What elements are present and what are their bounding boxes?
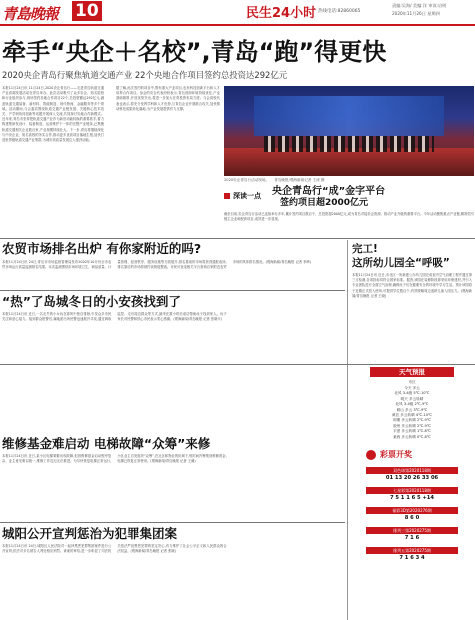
- lottery-title-row: [366, 449, 458, 461]
- feature-headline: 央企青岛行“成”金字平台: [272, 186, 386, 197]
- lottery-title: 彩票开奖: [380, 450, 412, 459]
- lottery-numbers: 01 13 20 26 33 06: [385, 475, 439, 481]
- masthead-rule: [0, 24, 475, 26]
- masthead: [0, 0, 475, 28]
- feature-tag: [224, 188, 268, 208]
- court-body: 本报11月24日讯 24日,城阳区人民法院对一起涉黑恶犯罪集团案件进行公开宣判,依法对多名被告人判处相应刑罚。该案的审结,进一步彰显了司法机关依法严惩黑恶犯罪的坚定决心,有力维护了社会公平正义和人民群众的合法权益。(观海新闻/青岛晚报 记者 张晓): [2, 544, 227, 554]
- weather-line: 北风 3-4级 5℃-10℃: [394, 391, 430, 396]
- weather-line: 北风 3-4级 2℃-9℃: [395, 402, 429, 407]
- lottery-row: [352, 527, 472, 542]
- feature-subhead: 签约项目超2000亿元: [280, 198, 369, 208]
- kindergarten-headline-2: 这所幼儿园全“呼吸”: [352, 257, 450, 269]
- lead-subhead: 2020央企青岛行聚焦轨道交通产业 22个央地合作项目签约总投资达292亿元: [2, 70, 288, 80]
- lostgirl-body: 本报11月24日讯 近日,一名走失的小女孩在寒风中独自徘徊,引发众多市民关注和爱心接力。接到群众报警后,属地派出所民警迅速展开寻找,通过调取监控、走访周边群众等方式,最终在数小时后成功帮助孩子找到家人。孩子家长对民警和热心市民表示衷心感谢。(观海新闻/青岛晚报 记者 张晓平): [2, 312, 227, 322]
- weather-line: 莱西 多云转晴 0℃-8℃: [393, 434, 431, 439]
- editor-credit: 责编:吴海/ 美编:洋 审读:启明: [392, 3, 447, 8]
- photo-source: 青岛晚报/观海新闻记者 王涛 摄: [274, 178, 325, 182]
- lead-photo: [224, 86, 474, 176]
- lottery-panel: [352, 447, 472, 617]
- weather-line: 崂山 多云 3℃-9℃: [396, 407, 428, 412]
- lottery-numbers: 7 5 1 1 6 5 +14: [389, 495, 435, 501]
- lottery-numbers: 7 1 6 3 4: [399, 555, 425, 561]
- signing-people: [264, 136, 434, 152]
- elevator-body: 本报11月24日讯 近日,某小区电梯频繁出现故障,但因维修基金启动程序复杂、业主意见难以统一,维修工作迟迟无法推进。为尽快恢复电梯正常运行,小区业主自发组织“众筹”,在社区和物业的协调下,短时间内筹集到维修资金,电梯已恢复正常使用。(观海新闻/青岛晚报 记者 王谦): [2, 454, 227, 464]
- elevator-headline: 维修基金难启动 电梯故障“众筹”来修: [2, 436, 211, 451]
- lottery-numbers: 7 1 6: [404, 535, 420, 541]
- market-body: 本报11月24日讯 24日,青岛市市场监督管理局发布2020年10月份全市农贸市场运行质量监测排名结果。本次监测围绕市场环境卫生、商品质量、计量管理、经营秩序、服务设施等方面展开,排名靠前的市场将获得通报表扬,排名靠后的市场将被约谈督促整改。市民可登录相关平台查询自家附近农贸市场的具体排名情况。(观海新闻/青岛晚报 记者 李琦): [2, 260, 311, 270]
- weather-title: [370, 367, 454, 377]
- weather-location: 市区: [408, 380, 416, 384]
- lottery-row: [352, 487, 472, 502]
- feature-tag-label: 深读一点: [233, 192, 261, 200]
- weather-title-text: 天气预报: [399, 368, 425, 376]
- section-divider-1: [0, 238, 475, 239]
- section-divider-2: [0, 290, 345, 291]
- lottery-label: 福彩3D第2020276期: [366, 507, 458, 514]
- kindergarten-body: 本报11月24日讯 近日,市北区一所新建公办幼儿园完成室内空气治理工程并通过第三方检测,各项指标均符合国家标准。据悉,该园在装修阶段即采用环保建材,并引入专业团队进行全面空气治理,确保孩子们在健康安全的环境中学习生活。预计该园将于近期正式投入使用,可提供学位数百个,有效缓解周边适龄儿童入园压力。(观海新闻/青岛晚报 记者 王晓): [352, 273, 472, 298]
- stage-screen: [254, 96, 444, 136]
- lottery-row: [352, 467, 472, 482]
- lottery-numbers: 8 6 0: [404, 515, 420, 521]
- page-number: 10: [72, 1, 102, 21]
- lottery-row: [352, 507, 472, 522]
- lead-body-col2: 据了解,此次签约的项目中,既有重大产业项目,也有科技创新平台和人才培养合作项目。参会的央企代表纷纷表示,青岛营商环境持续优化,产业基础雄厚,开放优势突出,将进一步加大在青投资布局力度。与会高校代表也表示,将充分发挥学科和人才优势,与青岛企业开展联合攻关,加快推动科技成果转化落地,为产业发展提供有力支撑。: [116, 86, 220, 111]
- weather-panel: [352, 364, 472, 444]
- weather-line: 即墨 多云转晴 2℃-9℃: [393, 418, 431, 423]
- hotline: 热线电话:82860065: [318, 9, 361, 14]
- weather-line: 今天 多云: [404, 386, 420, 390]
- red-square-icon: [224, 193, 230, 199]
- weather-line: 胶州 多云转晴 2℃-9℃: [393, 423, 431, 428]
- newspaper-logo: 青島晚報: [2, 5, 59, 23]
- weather-line: 平度 多云转晴 1℃-8℃: [393, 429, 431, 434]
- weather-line: 黄岛 多云转晴 4℃-10℃: [391, 413, 433, 418]
- lottery-label: 七星彩第2020118期: [366, 487, 458, 494]
- weather-line: 明天 多云转晴: [400, 396, 424, 401]
- lottery-row: [352, 547, 472, 562]
- lostgirl-headline: “热”了岛城冬日的小安孩找到了: [2, 294, 181, 309]
- weather-lines: [352, 386, 472, 440]
- lottery-label: 排列五第2020275期: [366, 547, 458, 554]
- lead-body-col1: 本报11月24日讯 11月24日,2020央企青岛行——走进青岛轨道交通产业高端发展活动在青岛举办。此次活动吸引了众多央企、知名院校和行业组织参与,现场签约央地合作项目22个,总投资额达292亿元,涵盖轨道交通装备、新材料、智能制造、现代物流、金融服务等多个领域。活动期间,与会嘉宾围绕轨道交通产业链发展、关键核心技术攻关、产学研协同创新等话题开展深入交流,共同探讨央地合作新模式。近年来,青岛市坚持把轨道交通产业作为新旧动能转换的重要抓手,着力构建集研发设计、装备制造、运营维护于一体的完整产业链条,已集聚轨道交通相关企业数百家,产业规模持续壮大。下一步,青岛将继续深化与中央企业、知名高校的务实合作,推动更多优质项目落地生根,加快打造世界级轨道交通产业集群,为城市高质量发展注入强劲动能。: [2, 86, 104, 143]
- lottery-label: 排列三第2020275期: [366, 527, 458, 534]
- issue-date: 2020年11月26日 星期四: [392, 11, 440, 16]
- feature-body: 截至目前,央企青岛行活动已连续举办多年,累计签约项目数百个、总投资超2000亿元,成为青岛对接央企资源、推动产业升级的重要平台。今年活动聚焦重点产业链,精准招引链主企业和配套项目,成效进一步显现。: [224, 212, 474, 222]
- lottery-label: 双色球第2020118期: [366, 467, 458, 474]
- photo-caption: [224, 177, 474, 184]
- court-headline: 城阳公开宣判惩治为犯罪集团案: [2, 526, 178, 541]
- section-name: 民生24小时: [246, 6, 317, 21]
- stage-floor: [224, 148, 474, 176]
- photo-caption-text: 2020央企青岛行活动现场。: [224, 178, 270, 182]
- market-headline: 农贸市场排名出炉 有你家附近的吗?: [2, 241, 202, 256]
- section-divider-4: [0, 522, 345, 523]
- lottery-ball-icon: [366, 450, 376, 460]
- kindergarten-headline-1: 完工!: [352, 243, 378, 255]
- lead-headline: 牵手“央企＋名校”,青岛“跑”得更快: [2, 38, 387, 66]
- column-divider: [347, 240, 348, 620]
